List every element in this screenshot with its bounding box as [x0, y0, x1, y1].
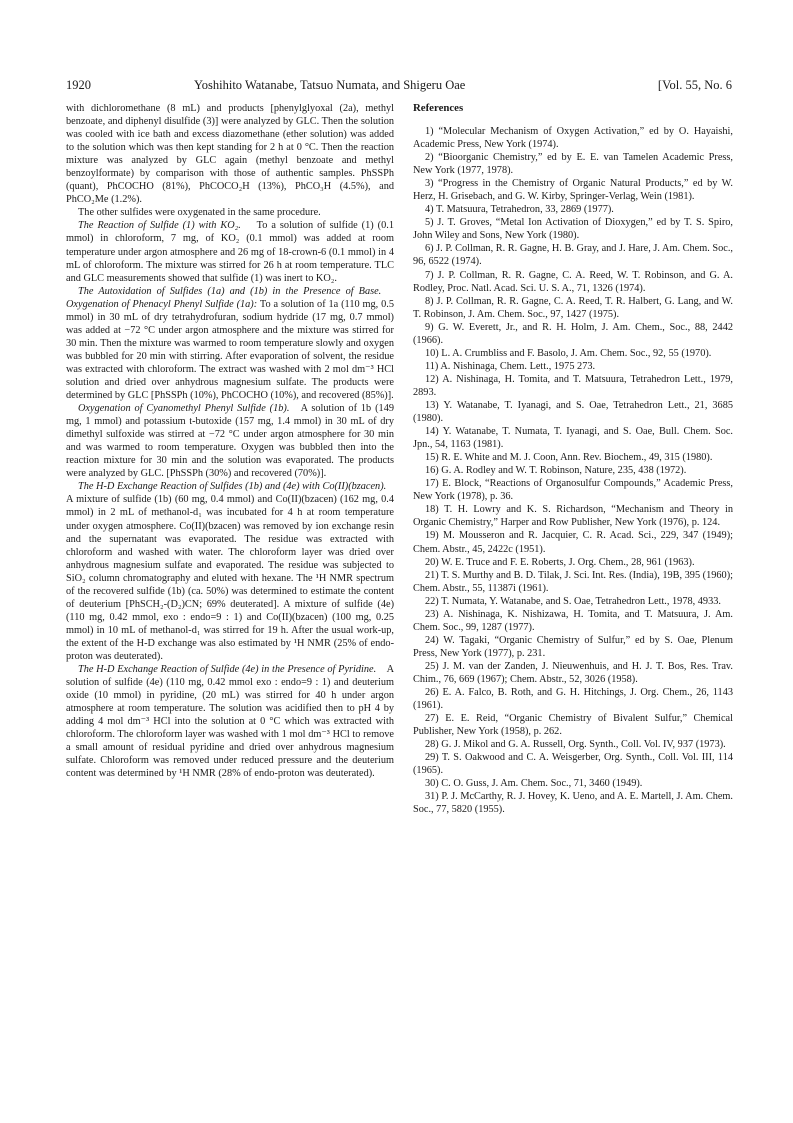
header-volume: [Vol. 55, No. 6 [657, 78, 732, 92]
hd-exchange-co-heading: The H-D Exchange Reaction of Sulfides (1b) and (4e) with Co(II)(bzacen). [78, 481, 387, 493]
references-title: References [413, 102, 464, 114]
hd-exchange-pyridine-body: A solution of sulfide (4e) (110 mg, 0.42 mmol exo : endo=9 : 1) and deuterium oxide (10 mmol) in pyridine, (20 mL) was stirred for 40 h under argon atmosphere at room temperature. The solution was acidified then to pH 4 by adding 4 mol dm⁻³ HCl into the solution at 0 °C which was extracted with chloroform. The chloroform layer was washed with 1 mol dm⁻³ HCl to remove a small amount of residual pyridine and dried over anhydrous magnesium sulfate. Chloroform was removed under reduced pressure and the deuterium content was determined by ¹H NMR (28% of endo-proton was deuterated). [66, 664, 394, 780]
autoxidation-body: To a solution of 1a (110 mg, 0.5 mmol) in 30 mL of dry tetrahydrofuran, sodium hydride (17 mg, 0.7 mmol) was added at −72 °C under argon atmosphere and the mixture was stirred for 30 min. Then the mixture was warmed to room temperature slowly and oxygen was bubbled for 20 min with stirring. After evaporation of solvent, the residue was extracted with chloroform. The extract was washed with 2 mol dm⁻³ HCl solution and dried over anhydrous magnesium sulfate. The products were determined by GLC [PhSSPh (10%), PhCOCHO (10%), and recovered (85%)]. [66, 298, 395, 402]
reference-item: 7) J. P. Collman, R. R. Gagne, C. A. Reed, W. T. Robinson, and G. A. Rodley, Proc. Natl. Acad. Sci. U. S. A., 71, 1326 (1974). [413, 269, 733, 294]
cyanomethyl-heading: Oxygenation of Cyanomethyl Phenyl Sulfide (1b). [78, 403, 290, 415]
experimental-paragraph-2: The other sulfides were oxygenated in the same procedure. [78, 207, 321, 219]
reference-item: 6) J. P. Collman, R. R. Gagne, H. B. Gray, and J. Hare, J. Am. Chem. Soc., 96, 6522 (1974). [413, 243, 733, 268]
experimental-paragraph-1: with dichloromethane (8 mL) and products [phenylglyoxal (2a), methyl benzoate, and diphenyl disulfide (3)] were analyzed by GLC. Then the solution was cooled with ice bath and excess diazomethane (ether solution) was added to the solution which was then kept standing for 2 h at 0 °C. Then the reaction mixture was analyzed by GLC again (methyl benzoate and methyl benzoylformate) by comparison with those of authentic samples. PhSSPh (quant), PhCOCHO (81%), PhCOCO₂H (13%), PhCO₃H (4.5%), and PhCO₂Me (1.2%). [66, 103, 394, 206]
hd-exchange-pyridine-paragraph [66, 663, 394, 780]
reference-list [413, 125, 733, 816]
reference-item: 29) T. S. Oakwood and C. A. Weisgerber, Org. Synth., Coll. Vol. III, 114 (1965). [413, 752, 733, 777]
hd-exchange-co-paragraph [66, 480, 394, 663]
right-column [413, 102, 733, 816]
reference-item: 31) P. J. McCarthy, R. J. Hovey, K. Ueno, and A. E. Martell, J. Am. Chem. Soc., 77, 5820 (1955). [413, 791, 733, 816]
page-number: 1920 [66, 78, 91, 92]
reference-item: 5) J. T. Groves, “Metal Ion Activation of Dioxygen,” ed by T. S. Spiro, John Wiley and Sons, New York (1980). [413, 217, 733, 242]
reference-item: 18) T. H. Lowry and K. S. Richardson, “Mechanism and Theory in Organic Chemistry,” Harper and Row Publisher, New York (1976), p. 124. [413, 504, 733, 529]
reference-item: 4) T. Matsuura, Tetrahedron, 33, 2869 (1977). [425, 204, 614, 216]
hd-exchange-pyridine-heading: The H-D Exchange Reaction of Sulfide (4e) in the Presence of Pyridine. [78, 664, 377, 676]
ko2-reaction-heading: The Reaction of Sulfide (1) with KO₂. [78, 220, 241, 232]
reference-item: 28) G. J. Mikol and G. A. Russell, Org. Synth., Coll. Vol. IV, 937 (1973). [425, 739, 726, 751]
running-header [66, 77, 732, 97]
reference-item: 14) Y. Watanabe, T. Numata, T. Iyanagi, and S. Oae, Bull. Chem. Soc. Jpn., 54, 1163 (1981). [413, 426, 733, 451]
autoxidation-heading: The Autoxidation of Sulfides (1a) and (1b) in the Presence of Base. [78, 285, 382, 297]
reference-item: 30) C. O. Guss, J. Am. Chem. Soc., 71, 3460 (1949). [425, 778, 643, 790]
reference-item: 10) L. A. Crumbliss and F. Basolo, J. Am. Chem. Soc., 92, 55 (1970). [425, 347, 712, 359]
ko2-reaction-paragraph [66, 219, 394, 284]
reference-item: 15) R. E. White and M. J. Coon, Ann. Rev. Biochem., 49, 315 (1980). [425, 452, 713, 464]
autoxidation-subheading: Oxygenation of Phenacyl Phenyl Sulfide (1a): [66, 298, 258, 310]
reference-item: 9) G. W. Everett, Jr., and R. H. Holm, J. Am. Chem., Soc., 88, 2442 (1966). [413, 321, 733, 346]
reference-item: 17) E. Block, “Reactions of Organosulfur Compounds,” Academic Press, New York (1978), p. 36. [413, 478, 733, 503]
header-authors: Yoshihito Watanabe, Tatsuo Numata, and Shigeru Oae [194, 78, 466, 92]
reference-item: 8) J. P. Collman, R. R. Gagne, C. A. Reed, T. R. Halbert, G. Lang, and W. T. Robinson, J. Am. Chem. Soc., 97, 1427 (1975). [413, 295, 733, 320]
cyanomethyl-paragraph [66, 402, 394, 480]
reference-item: 1) “Molecular Mechanism of Oxygen Activation,” ed by O. Hayaishi, Academic Press, New York (1974). [413, 126, 733, 151]
reference-item: 3) “Progress in the Chemistry of Organic Natural Products,” ed by W. Herz, H. Grisebach, and G. W. Kirby, Springer-Verlag, Wein (1981). [413, 178, 733, 203]
reference-item: 11) A. Nishinaga, Chem. Lett., 1975 273. [425, 360, 596, 372]
reference-item: 19) M. Mousseron and R. Jacquier, C. R. Acad. Sci., 229, 347 (1949); Chem. Abstr., 45, 2422c (1951). [413, 530, 733, 555]
reference-item: 23) A. Nishinaga, K. Nishizawa, H. Tomita, and T. Matsuura, J. Am. Chem. Soc., 99, 1287 (1977). [413, 608, 733, 633]
reference-item: 13) Y. Watanabe, T. Iyanagi, and S. Oae, Tetrahedron Lett., 21, 3685 (1980). [413, 399, 733, 425]
autoxidation-paragraph [66, 285, 394, 402]
reference-item: 27) E. E. Reid, “Organic Chemistry of Bivalent Sulfur,” Chemical Publisher, New York (1958), p. 262. [413, 713, 733, 738]
reference-item: 21) T. S. Murthy and B. D. Tilak, J. Sci. Int. Res. (India), 19B, 395 (1960); Chem. Abstr., 55, 11387i (1961). [413, 569, 733, 594]
reference-item: 20) W. E. Truce and F. E. Roberts, J. Org. Chem., 28, 961 (1963). [425, 556, 695, 568]
reference-item: 25) J. M. van der Zanden, J. Nieuwenhuis, and H. J. T. Bos, Res. Trav. Chim., 76, 669 (1967); Chem. Abstr., 52, 3026 (1958). [413, 660, 733, 685]
reference-item: 16) G. A. Rodley and W. T. Robinson, Nature, 235, 438 (1972). [425, 465, 687, 477]
cyanomethyl-body: A solution of 1b (149 mg, 1 mmol) and potassium t-butoxide (157 mg, 1.4 mmol) in 30 mL of dry dimethyl sulfoxide was stirred at −72 °C under argon atmosphere for 30 min and was warmed to room temperature. Oxygen was bubbled then into the reaction mixture for 30 min and the solution was evaporated. The products were analyzed by GLC. [PhSSPh (30%) and recovered (70%)]. [66, 403, 394, 480]
reference-item: 2) “Bioorganic Chemistry,” ed by E. E. van Tamelen Academic Press, New York (1977, 1978). [413, 152, 733, 177]
ko2-reaction-body: To a solution of sulfide (1) (0.1 mmol) in chloroform, 7 mg, of KO₂ (0.1 mmol) was added at room temperature under argon atmosphere and 26 mg of 18-crown-6 (0.1 mmol) in 4 mL of chloroform. The mixture was stirred for 26 h at room temperature. TLC and GLC measurements showed that sulfide (1) was inert to KO₂. [66, 220, 394, 284]
reference-item: 26) E. A. Falco, B. Roth, and G. H. Hitchings, J. Org. Chem., 26, 1143 (1961). [413, 687, 733, 712]
reference-item: 22) T. Numata, Y. Watanabe, and S. Oae, Tetrahedron Lett., 1978, 4933. [425, 595, 721, 607]
reference-item: 24) W. Tagaki, “Organic Chemistry of Sulfur,” ed by S. Oae, Plenum Press, New York (1977), p. 231. [413, 634, 733, 659]
reference-item: 12) A. Nishinaga, H. Tomita, and T. Matsuura, Tetrahedron Lett., 1979, 2893. [413, 373, 733, 398]
left-column [66, 102, 394, 780]
hd-exchange-co-body: A mixture of sulfide (1b) (60 mg, 0.4 mmol) and Co(II)(bzacen) (162 mg, 0.4 mmol) in 2 mL of methanol-d₁ was incubated for 4 h at room temperature under oxygen atmosphere. Co(II)(bzacen) was removed by ion exchange resin and the supernatant was evaporated. The residue was extracted with chloroform and washed with water. The chloroform layer was dried over anhydrous magnesium sulfate and evaporated. The residue was subjected to SiO₂ column chromatography and eluted with hexane. The ¹H NMR spectrum of the recovered sulfide (1b) (ca. 50%) was determined to estimate the content of deuterium [PhSCH₂-(D₂)CN; 69% deuterated]. A mixture of sulfide (4e) (110 mg, 0.42 mmol, exo : endo=9 : 1) and Co(II)(bzacen) (100 mg, 0.25 mmol) in 10 mL of methanol-d₁ was stirred for 19 h. After the usual work-up, the extent of the H-D exchange was also estimated by ¹H NMR (25% of endo-proton was deuterated). [66, 494, 394, 662]
